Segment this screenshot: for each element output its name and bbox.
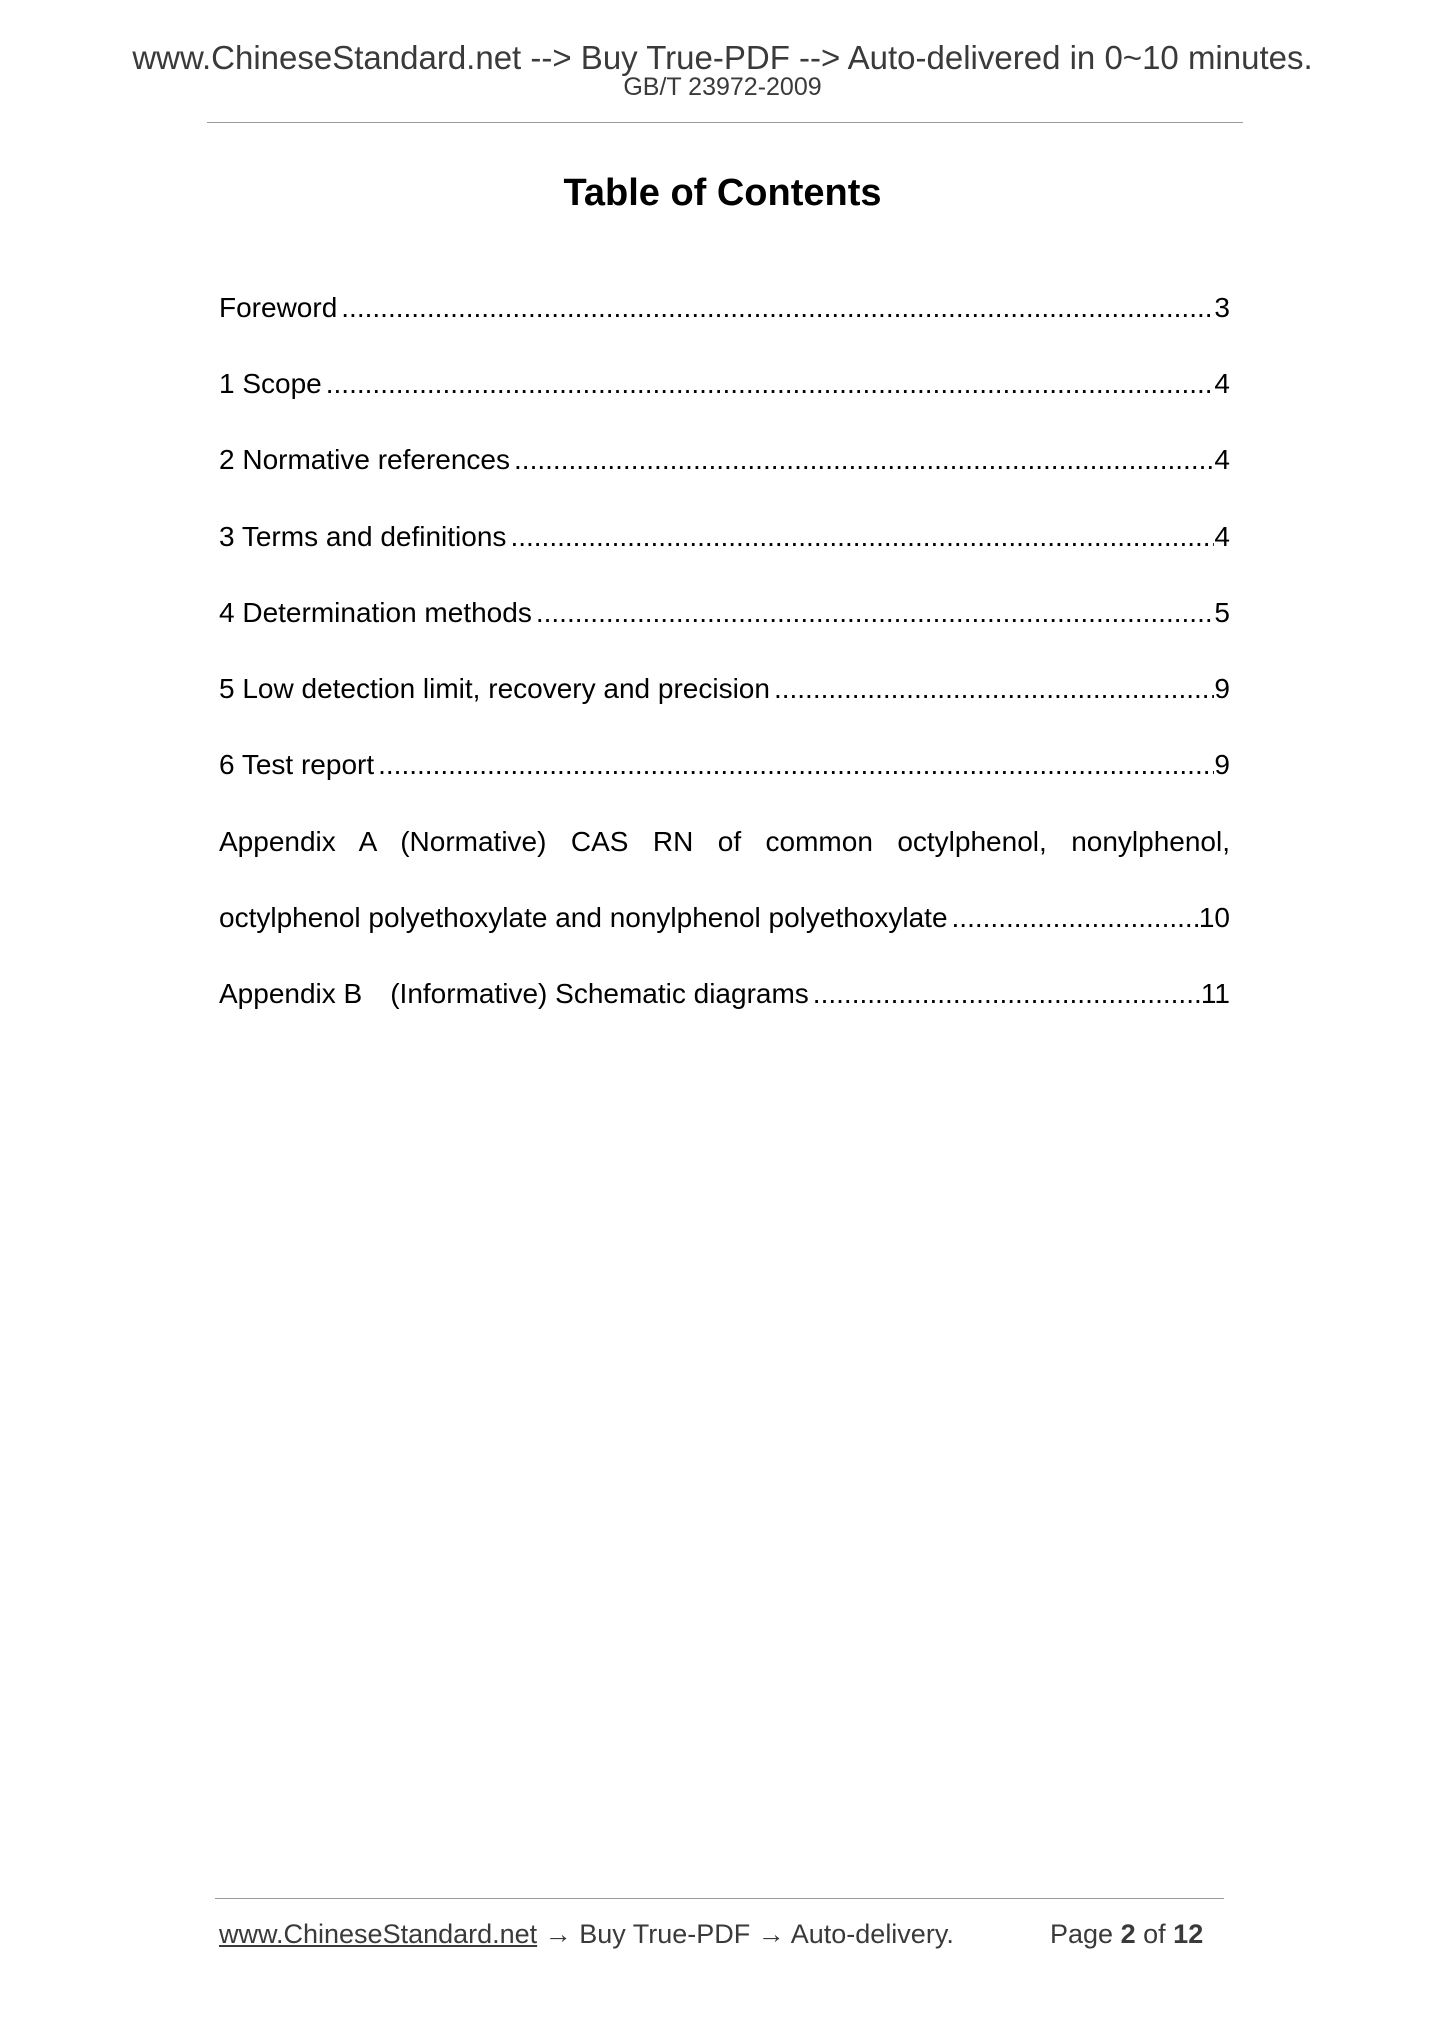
- page-word: Page: [1050, 1919, 1114, 1949]
- toc-entry-label: Appendix B (Informative) Schematic diagrams: [219, 978, 809, 1009]
- toc-entry-label: Foreword: [219, 292, 338, 323]
- toc-leader-dots: [322, 364, 1215, 404]
- toc-entry-page: 5: [1214, 597, 1230, 628]
- toc-entry-test-report[interactable]: [219, 745, 1230, 785]
- toc-entry-terms-definitions[interactable]: [219, 517, 1230, 557]
- toc-leader-dots: [506, 517, 1214, 557]
- toc-leader-dots: [374, 745, 1214, 785]
- page-current: 2: [1120, 1919, 1136, 1949]
- page-number: [1050, 1916, 1203, 1952]
- of-word: of: [1143, 1919, 1166, 1949]
- toc-entry-scope[interactable]: [219, 364, 1230, 404]
- toc-entry-label: 3 Terms and definitions: [219, 521, 507, 552]
- toc-entry-label: octylphenol polyethoxylate and nonylphenol polyethoxylate: [219, 902, 948, 933]
- toc-leader-dots: [337, 288, 1214, 328]
- toc-entry-label: 5 Low detection limit, recovery and precision: [219, 673, 770, 704]
- page-total: 12: [1173, 1919, 1204, 1949]
- toc-leader-dots: [809, 974, 1201, 1014]
- header-divider: [207, 122, 1243, 123]
- toc-entry-page: 4: [1214, 444, 1230, 475]
- toc-entry-appendix-a-line1[interactable]: Appendix A (Normative) CAS RN of common octylphenol, nonylphenol,: [219, 826, 1230, 857]
- toc-leader-dots: [770, 669, 1214, 709]
- footer-tagline: → Buy True-PDF → Auto-delivery.: [537, 1919, 954, 1949]
- toc-entry-page: 9: [1214, 673, 1230, 704]
- toc-entry-label: 4 Determination methods: [219, 597, 532, 628]
- toc-entry-appendix-b[interactable]: [219, 974, 1230, 1014]
- toc-entry-foreword[interactable]: [219, 288, 1230, 328]
- footer-note: [219, 1916, 954, 1952]
- toc-entry-page: 4: [1214, 368, 1230, 399]
- page-title: Table of Contents: [563, 172, 882, 214]
- toc-entry-page: 11: [1200, 978, 1230, 1009]
- footer-site-link[interactable]: www.ChineseStandard.net: [219, 1919, 538, 1949]
- toc-entry-determination-methods[interactable]: [219, 593, 1230, 633]
- toc-entry-page: 9: [1214, 749, 1230, 780]
- toc-entry-detection-limit[interactable]: [219, 669, 1230, 709]
- toc-entry-appendix-a[interactable]: [219, 898, 1230, 938]
- toc-entry-label: 2 Normative references: [219, 444, 511, 475]
- toc-entry-label: 6 Test report: [219, 749, 375, 780]
- header-banner: www.ChineseStandard.net --> Buy True-PDF --> Auto-delivered in 0~10 minutes.: [132, 39, 1313, 76]
- toc-entry-page: 3: [1214, 292, 1230, 323]
- toc-leader-dots: [532, 593, 1215, 633]
- document-code: GB/T 23972-2009: [623, 73, 822, 101]
- toc-entry-page: 4: [1214, 521, 1230, 552]
- toc-leader-dots: [948, 898, 1199, 938]
- toc-entry-label: 1 Scope: [219, 368, 322, 399]
- toc-entry-page: 10: [1198, 902, 1230, 933]
- footer-divider: [215, 1898, 1224, 1899]
- toc-leader-dots: [510, 440, 1214, 480]
- toc-entry-normative-references[interactable]: [219, 440, 1230, 480]
